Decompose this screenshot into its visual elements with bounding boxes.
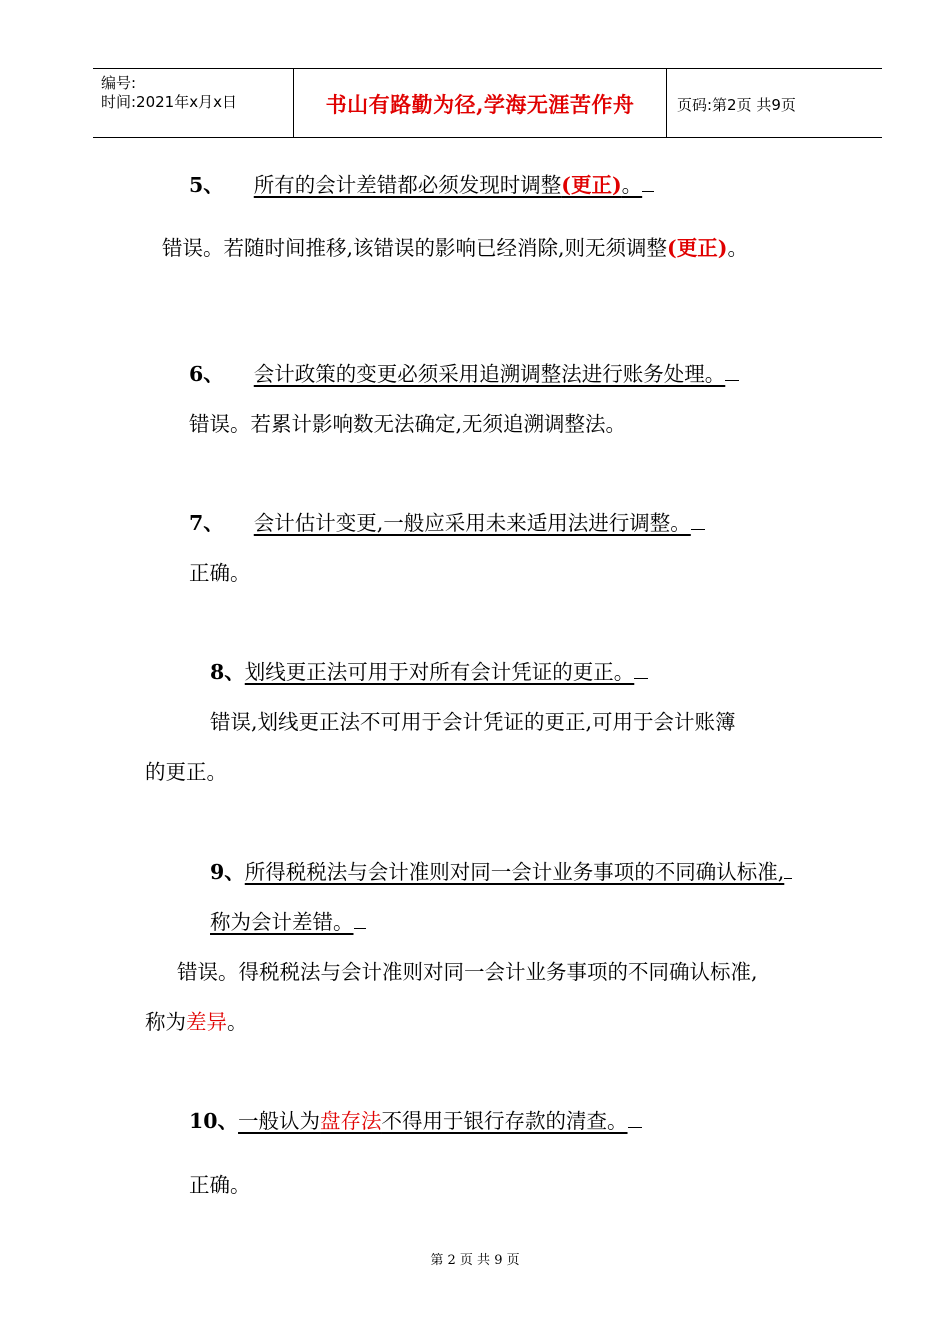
question-5-correction: (更正) bbox=[561, 173, 622, 197]
answer-8-line-2: 的更正。 bbox=[145, 760, 227, 784]
question-8-number: 8、 bbox=[210, 660, 245, 684]
header-page-cell bbox=[667, 69, 882, 137]
question-6-number: 6、 bbox=[189, 362, 224, 386]
question-9-line-2: 称为会计差错。 bbox=[210, 912, 366, 933]
question-7 bbox=[189, 513, 705, 534]
question-8-text: 划线更正法可用于对所有会计凭证的更正。 bbox=[244, 660, 635, 684]
answer-7: 正确。 bbox=[189, 561, 251, 585]
answer-10: 正确。 bbox=[189, 1173, 251, 1197]
answer-6: 错误。若累计影响数无法确定,无须追溯调整法。 bbox=[189, 412, 627, 436]
page-header bbox=[93, 68, 882, 138]
question-9-text: 所得税税法与会计准则对同一会计业务事项的不同确认标准, bbox=[244, 860, 785, 884]
answer-8-line-1: 错误,划线更正法不可用于会计凭证的更正,可用于会计账簿 bbox=[210, 710, 736, 734]
document-time-label: 时间:2021年x月x日 bbox=[101, 93, 237, 111]
question-5-text: 所有的会计差错都必须发现时调整(更正)。 bbox=[253, 173, 643, 197]
question-6-text: 会计政策的变更必须采用追溯调整法进行账务处理。 bbox=[253, 362, 726, 386]
answer-9-line-2: 称为差异。 bbox=[145, 1010, 248, 1034]
document-number-label: 编号: bbox=[101, 74, 137, 92]
question-6 bbox=[189, 364, 739, 385]
header-motto: 书山有路勤为径,学海无涯苦作舟 bbox=[325, 92, 635, 117]
question-7-number: 7、 bbox=[189, 511, 224, 535]
header-meta-cell bbox=[93, 69, 294, 137]
answer-5-correction: (更正) bbox=[667, 236, 728, 260]
question-10 bbox=[189, 1111, 642, 1132]
answer-9-highlight: 差异 bbox=[186, 1010, 227, 1034]
answer-9-line-1: 错误。得税税法与会计准则对同一会计业务事项的不同确认标准, bbox=[177, 960, 758, 984]
question-10-highlight: 盘存法 bbox=[320, 1109, 382, 1133]
question-9-number: 9、 bbox=[210, 860, 245, 884]
question-5 bbox=[189, 175, 654, 196]
question-5-number: 5、 bbox=[189, 173, 224, 197]
header-motto-cell bbox=[294, 69, 667, 137]
question-10-text: 一般认为盘存法不得用于银行存款的清查。 bbox=[238, 1109, 628, 1133]
question-9-line-1 bbox=[210, 862, 792, 883]
question-7-text: 会计估计变更,一般应采用未来适用法进行调整。 bbox=[253, 511, 691, 535]
question-8 bbox=[210, 662, 648, 683]
page-footer: 第 2 页 共 9 页 bbox=[430, 1253, 520, 1268]
question-10-number: 10、 bbox=[189, 1109, 239, 1133]
answer-5: 错误。若随时间推移,该错误的影响已经消除,则无须调整(更正)。 bbox=[162, 236, 748, 260]
header-page-number: 页码:第2页 共9页 bbox=[677, 96, 796, 114]
